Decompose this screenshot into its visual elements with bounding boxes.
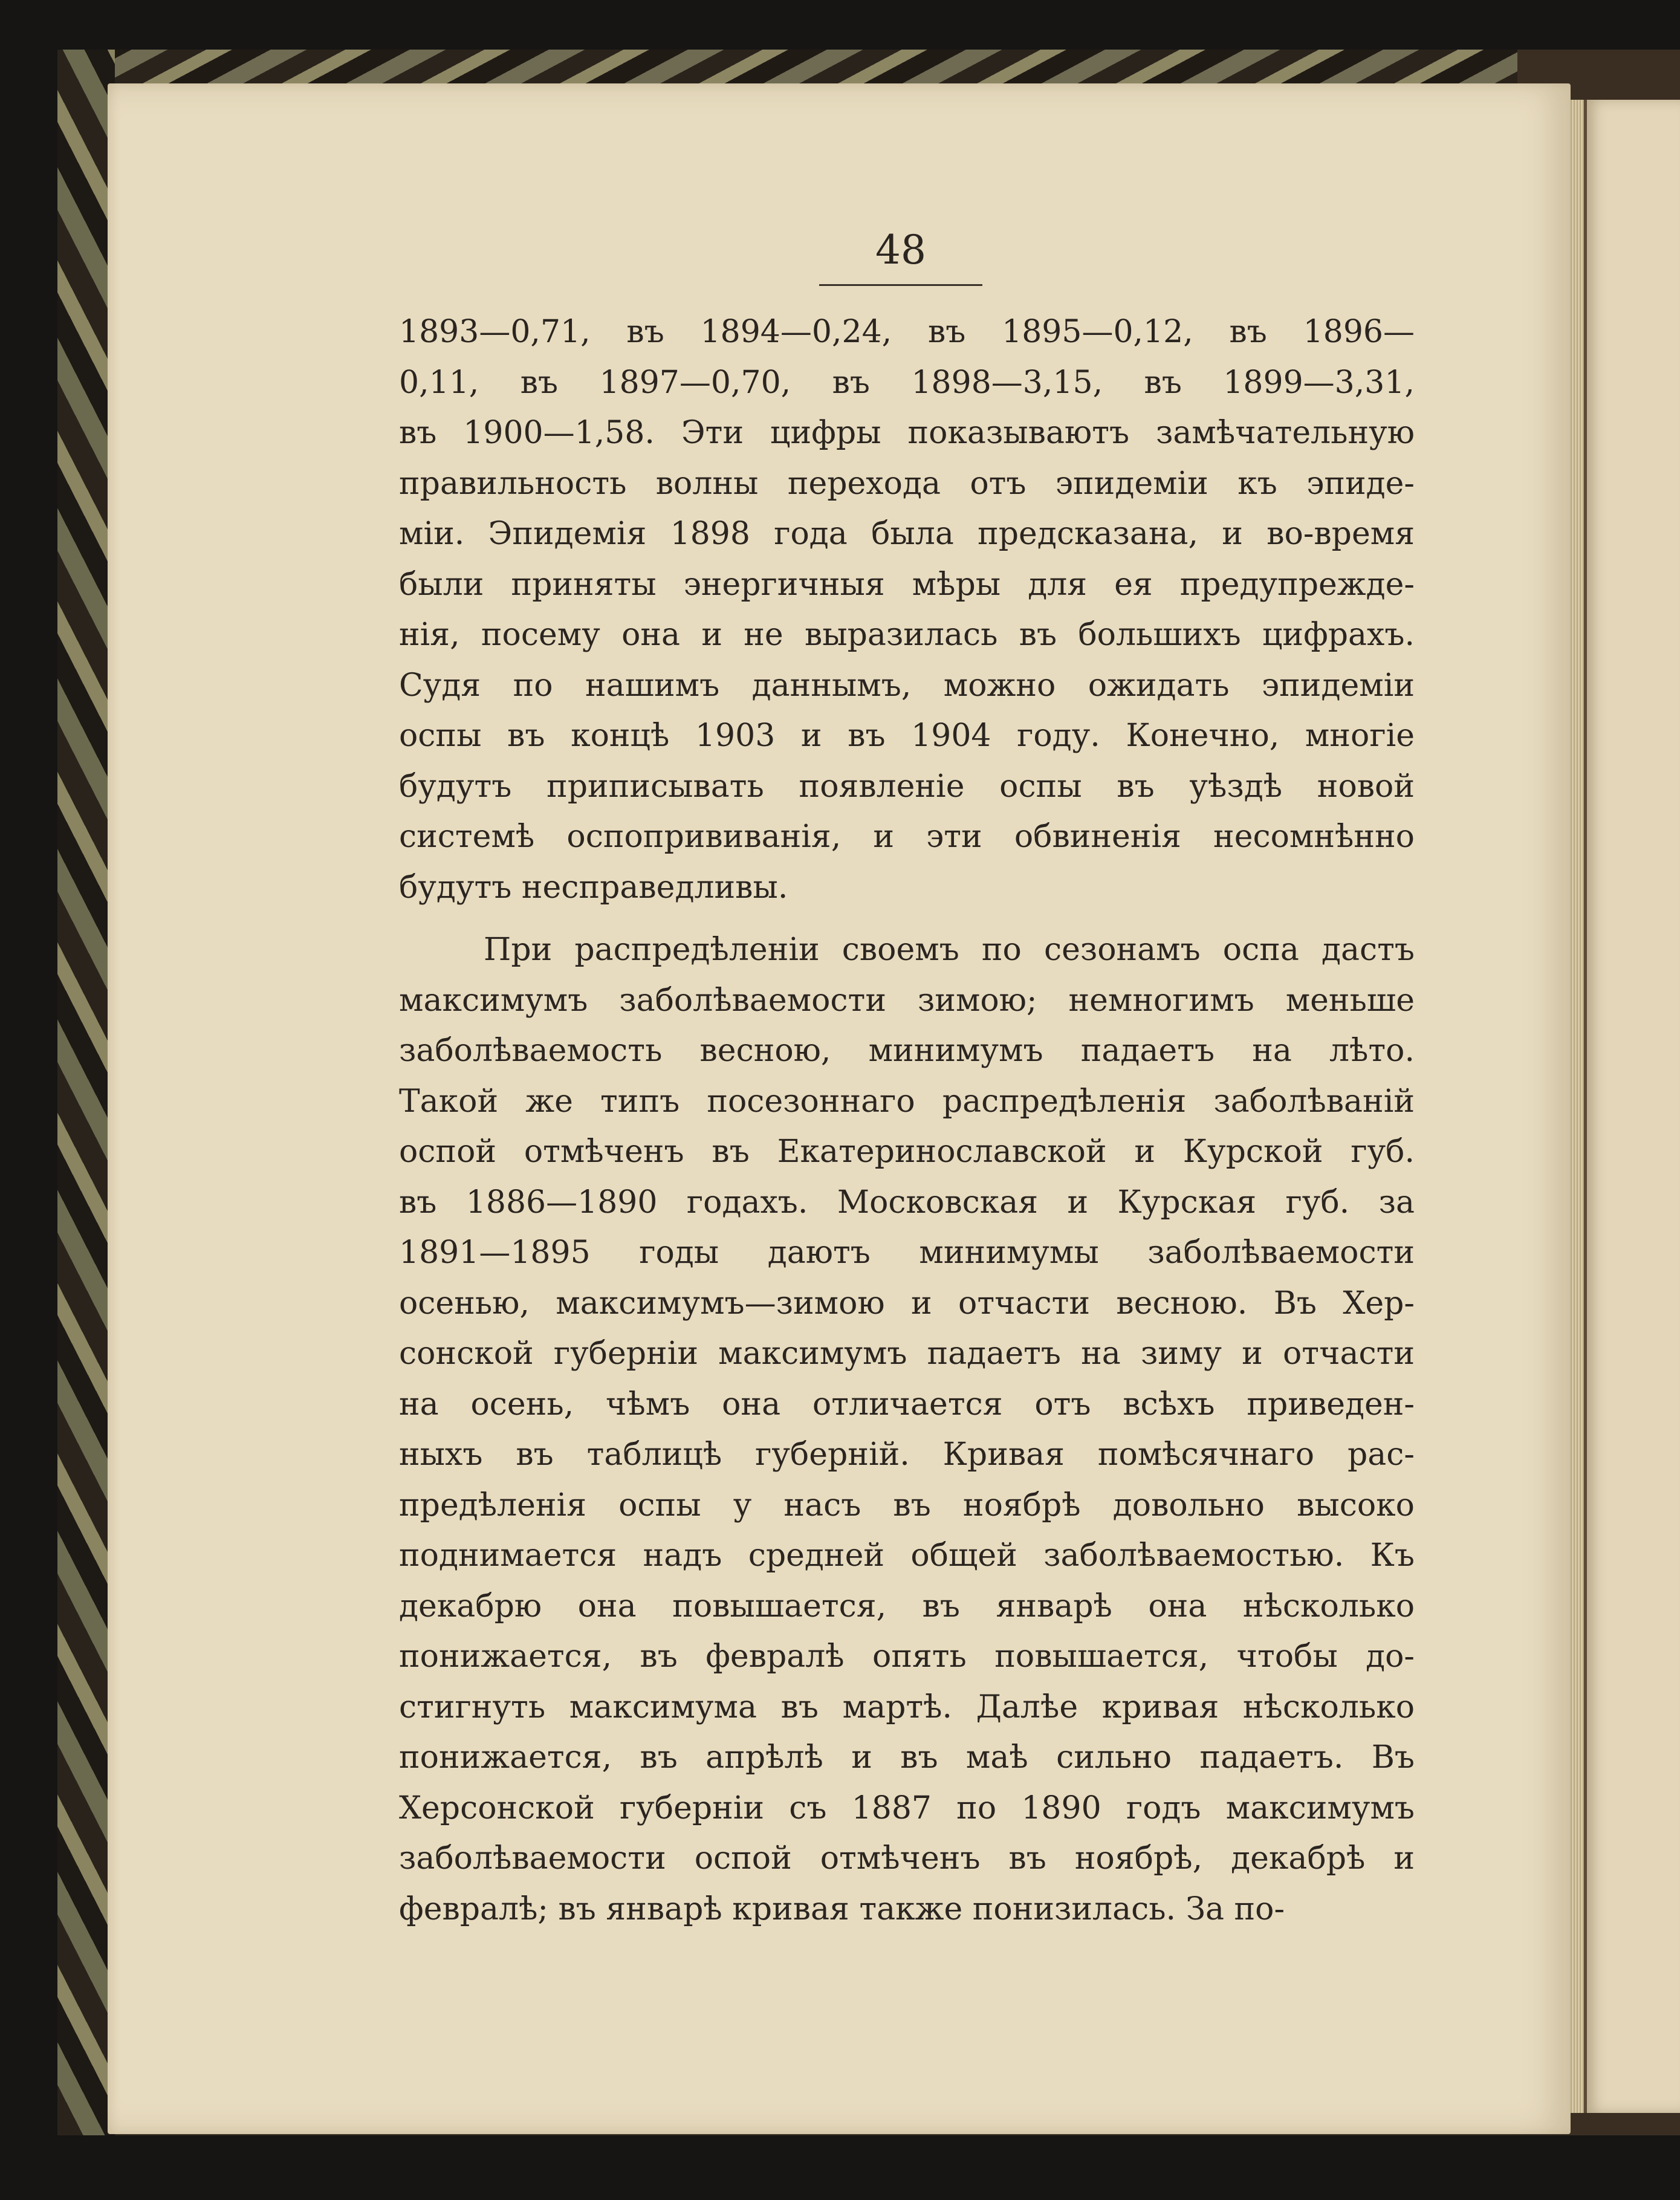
body-text	[399, 307, 1415, 1935]
text-line: въ 1900—1,58. Эти цифры показываютъ замѣчательную	[399, 415, 1415, 451]
text-line: будутъ приписывать появленіе оспы въ уѣздѣ новой	[399, 768, 1415, 805]
text-line: осенью, максимумъ—зимою и отчасти весною. Въ Хер-	[399, 1285, 1415, 1322]
text-line: стигнуть максимума въ мартѣ. Далѣе кривая нѣсколько	[399, 1689, 1415, 1725]
text-line: будутъ несправедливы.	[399, 869, 788, 906]
text-line: поднимается надъ средней общей заболѣваемостью. Къ	[399, 1537, 1415, 1574]
text-line: были приняты энергичныя мѣры для ея предупрежде-	[399, 566, 1415, 603]
facing-page	[1584, 100, 1680, 2113]
text-line: Херсонской губерніи съ 1887 по 1890 годъ максимумъ	[399, 1790, 1415, 1826]
text-line: максимумъ заболѣваемости зимою; немногимъ меньше	[399, 982, 1415, 1019]
text-line: 1893—0,71, въ 1894—0,24, въ 1895—0,12, въ 1896—	[399, 314, 1415, 350]
text-line: 0,11, въ 1897—0,70, въ 1898—3,15, въ 1899—3,31,	[399, 364, 1415, 401]
text-line: понижается, въ февралѣ опять повышается, чтобы до-	[399, 1638, 1415, 1675]
text-line: нія, посему она и не выразилась въ большихъ цифрахъ.	[399, 617, 1415, 653]
paragraph-gap	[399, 913, 1415, 925]
text-line: декабрю она повышается, въ январѣ она нѣсколько	[399, 1588, 1415, 1624]
paragraph	[399, 307, 1415, 913]
page-number: 48	[819, 227, 982, 286]
text-line: на осень, чѣмъ она отличается отъ всѣхъ приведен-	[399, 1386, 1415, 1423]
text-line: системѣ оспопрививанія, и эти обвиненія несомнѣнно	[399, 819, 1415, 855]
text-line: заболѣваемость весною, минимумъ падаетъ на лѣто.	[399, 1033, 1415, 1069]
text-line: Судя по нашимъ даннымъ, можно ожидать эпидеміи	[399, 667, 1415, 704]
text-line: предѣленія оспы у насъ въ ноябрѣ довольно высоко	[399, 1487, 1415, 1523]
text-line: февралѣ; въ январѣ кривая также понизилась. За по-	[399, 1890, 1285, 1927]
paragraph	[399, 925, 1415, 1935]
text-line: понижается, въ апрѣлѣ и въ маѣ сильно падаетъ. Въ	[399, 1739, 1415, 1776]
text-line: Такой же типъ посезоннаго распредѣленія заболѣваній	[399, 1083, 1415, 1120]
marbled-endpaper-left	[57, 50, 115, 2135]
text-line: заболѣваемости оспой отмѣченъ въ ноябрѣ, декабрѣ и	[399, 1840, 1415, 1877]
text-line: міи. Эпидемія 1898 года была предсказана, и во-время	[399, 516, 1415, 552]
text-line: правильность волны перехода отъ эпидеміи къ эпиде-	[399, 465, 1415, 502]
text-line: оспы въ концѣ 1903 и въ 1904 году. Конечно, многіе	[399, 718, 1415, 754]
text-line: оспой отмѣченъ въ Екатеринославской и Курской губ.	[399, 1134, 1415, 1170]
text-line: сонской губерніи максимумъ падаетъ на зиму и отчасти	[399, 1335, 1415, 1372]
text-line: ныхъ въ таблицѣ губерній. Кривая помѣсячнаго рас-	[399, 1436, 1415, 1473]
text-line: При распредѣленіи своемъ по сезонамъ оспа дастъ	[484, 932, 1415, 968]
text-line: въ 1886—1890 годахъ. Московская и Курская губ. за	[399, 1184, 1415, 1221]
text-line: 1891—1895 годы даютъ минимумы заболѣваемости	[399, 1235, 1415, 1271]
